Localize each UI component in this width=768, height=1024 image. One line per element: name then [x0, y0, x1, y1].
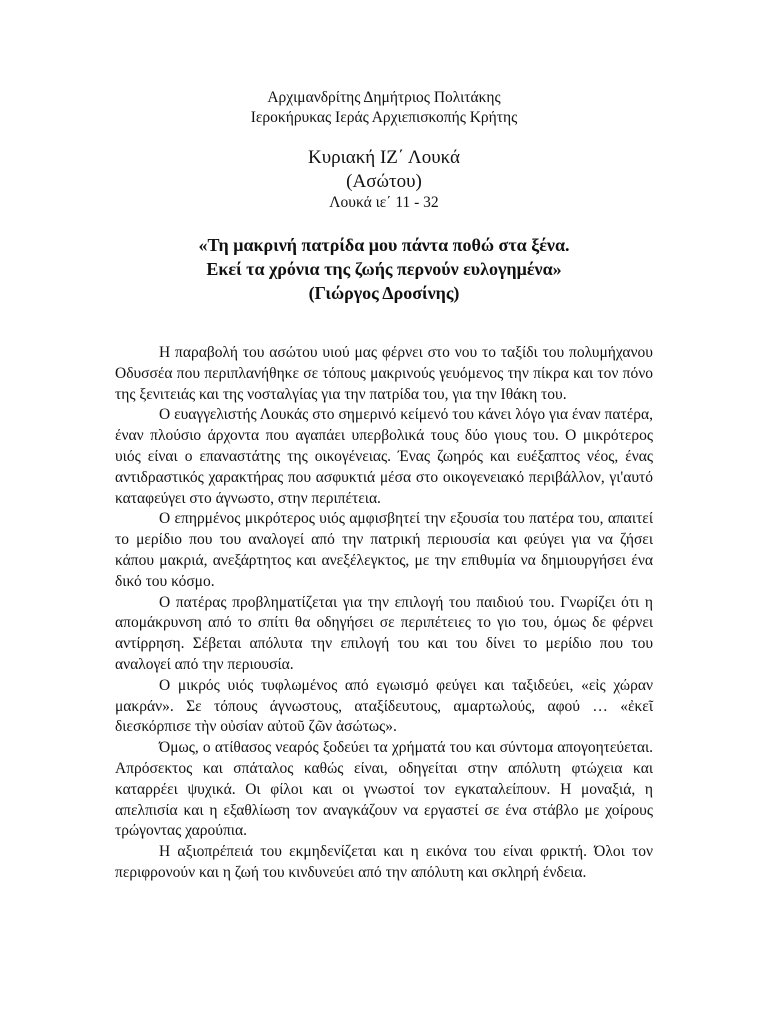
scripture-reference: Λουκά ιε΄ 11 - 32 — [329, 194, 439, 211]
epigraph-line-1: «Τη μακρινή πατρίδα μου πάντα ποθώ στα ξένα. — [198, 235, 570, 255]
paragraph: Ο επηρμένος μικρότερος υιός αμφισβητεί την εξουσία του πατέρα του, απαιτεί το μερίδιο που του αναλογεί από την πατρική περιουσία και φεύγει για να ζήσει κάπου μακριά, ανεξάρτητος και ανεξέλεγκτος, με την επιθυμία να δημιουργήσει ένα δικό του κόσμο. — [115, 510, 653, 590]
author-block — [0, 88, 768, 128]
author-name: Αρχιμανδρίτης Δημήτριος Πολιτάκης — [267, 89, 501, 106]
paragraph: Ο ευαγγελιστής Λουκάς στο σημερινό κείμενό του κάνει λόγο για έναν πατέρα, έναν πλούσιο άρχοντα που αγαπάει υπερβολικά τους δύο γιους του. Ο μικρότερος υιός είναι ο επαναστάτης της οικογένειας. Ένας ζωηρός και ευέξαπτος νέος, ένας αντιδραστικός χαρακτήρας που ασφυκτιά μέσα στο οικογενειακό περιβάλλον, γι'αυτό καταφεύγει στο άγνωστο, στην περιπέτεια. — [115, 406, 653, 507]
paragraph: Όμως, ο ατίθασος νεαρός ξοδεύει τα χρήματά του και σύντομα απογοητεύεται. Απρόσεκτος και σπάταλος καθώς είναι, οδηγείται στην απόλυτη φτώχεια και καταρρέει ψυχικά. Οι φίλοι και οι γνωστοί τον εγκαταλείπουν. Η μοναξιά, η απελπισία και η εξαθλίωση τον αναγκάζουν να εργαστεί σε ένα στάβλο με χοίρους τρώγοντας χαρούπια. — [115, 739, 653, 840]
sermon-title: Κυριακή ΙΖ΄ Λουκά — [308, 147, 460, 168]
paragraph: Ο πατέρας προβληματίζεται για την επιλογή του παιδιού του. Γνωρίζει ότι η απομάκρυνση από το σπίτι θα οδηγήσει σε περιπέτειες το γιο του, όμως δε φέρνει αντίρρηση. Σέβεται απόλυτα την επιλογή του και του δίνει το μερίδιο που του αναλογεί από την περιουσία. — [115, 593, 653, 673]
epigraph — [0, 233, 768, 305]
sermon-title-block — [0, 146, 768, 194]
paragraph: Η παραβολή του ασώτου υιού μας φέρνει στο νου το ταξίδι του πολυμήχανου Οδυσσέα που περιπλανήθηκε σε τόπους μακρινούς γευόμενος την πίκρα και τον πόνο της ξενιτειάς και της νοσταλγίας για την πατρίδα του, για την Ιθάκη του. — [115, 344, 653, 403]
sermon-subtitle: (Ασώτου) — [346, 171, 422, 192]
body-text — [115, 343, 653, 884]
author-role: Ιεροκήρυκας Ιεράς Αρχιεπισκοπής Κρήτης — [250, 109, 518, 126]
epigraph-attribution: (Γιώργος Δροσίνης) — [308, 283, 460, 303]
paragraph: Η αξιοπρέπειά του εκμηδενίζεται και η εικόνα του είναι φρικτή. Όλοι τον περιφρονούν και η ζωή του κινδυνεύει από την απόλυτη και σκληρή ένδεια. — [115, 843, 653, 881]
epigraph-line-2: Εκεί τα χρόνια της ζωής περνούν ευλογημένα» — [206, 259, 562, 279]
paragraph: Ο μικρός υιός τυφλωμένος από εγωισμό φεύγει και ταξιδεύει, «εἰς χώραν μακράν». Σε τόπους άγνωστους, αταξίδευτους, αμαρτωλούς, αφού … «ἐκεῖ διεσκόρπισε τὴν οὐσίαν αὐτοῦ ζῶν ἀσώτως». — [115, 676, 653, 736]
